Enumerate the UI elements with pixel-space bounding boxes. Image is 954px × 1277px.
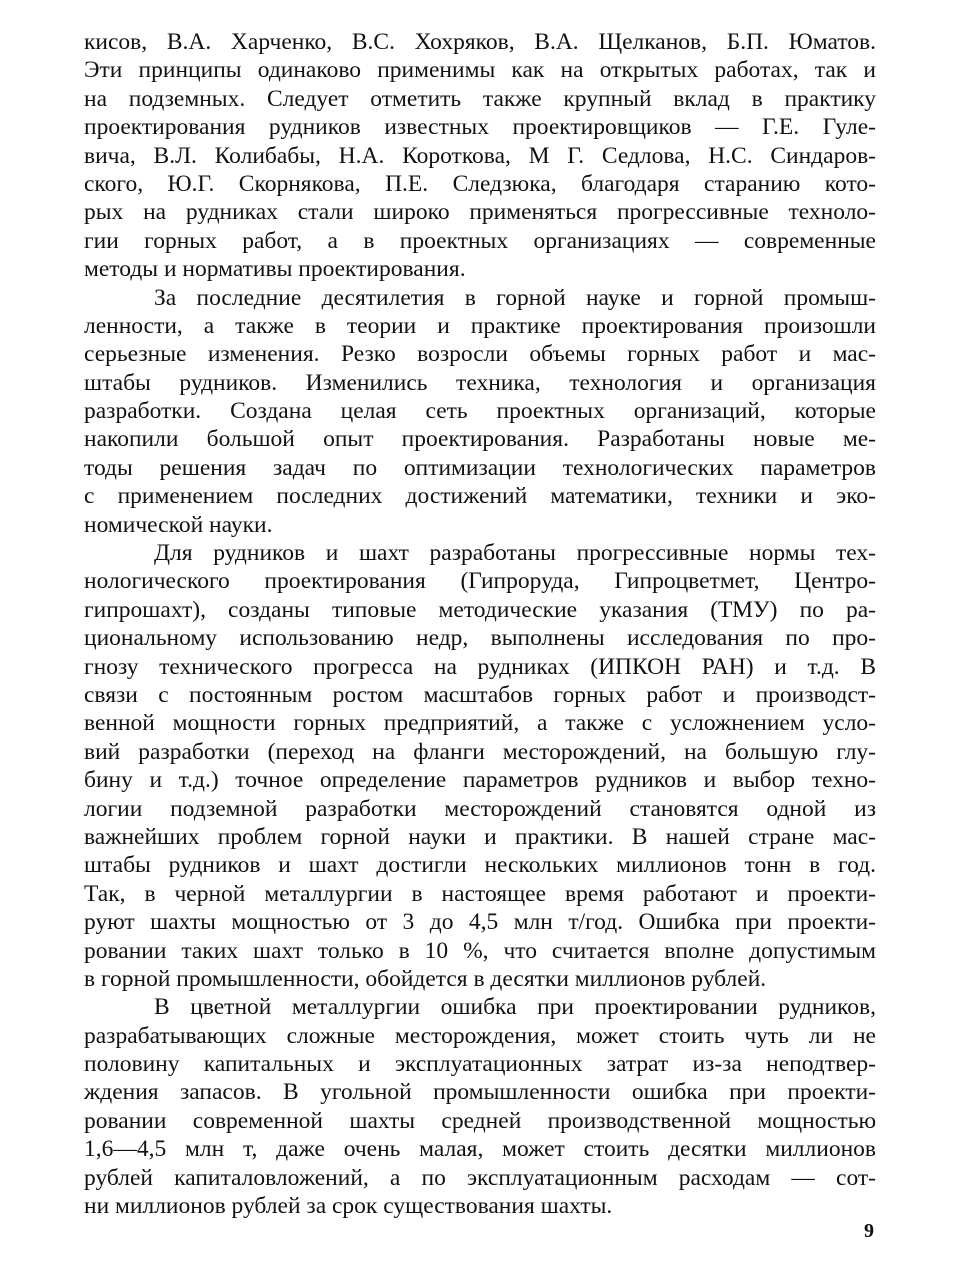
page-number: 9: [864, 1220, 874, 1242]
text-line: номической науки.: [84, 511, 273, 538]
text-line: с применением последних достижений математики, техники и эко-: [84, 483, 876, 510]
text-line: гипрошахт), созданы типовые методические указания (ТМУ) по ра-: [84, 596, 876, 623]
text-line: За последние десятилетия в горной науке и горной промыш-: [154, 284, 876, 311]
text-line: накопили большой опыт проектирования. Разработаны новые ме-: [84, 426, 876, 453]
text-line: циональному использованию недр, выполнены исследования по про-: [84, 625, 876, 652]
text-line: гнозу технического прогресса на рудниках (ИПКОН РАН) и т.д. В: [84, 653, 876, 680]
text-line: кисов, В.А. Харченко, В.С. Хохряков, В.А. Щелканов, Б.П. Юматов.: [84, 29, 876, 55]
text-line: ского, Ю.Г. Скорнякова, П.Е. Следзюка, благодаря старанию кото-: [84, 170, 876, 197]
text-line: в горной промышленности, обойдется в десятки миллионов рублей.: [84, 965, 767, 992]
text-line: вича, В.Л. Колибабы, Н.А. Короткова, М Г. Седлова, Н.С. Синдаров-: [84, 142, 876, 169]
text-line: методы и нормативы проектирования.: [84, 256, 466, 283]
paragraph: [84, 284, 876, 540]
text-line: гии горных работ, а в проектных организациях — современные: [84, 227, 876, 254]
text-line: рых на рудниках стали широко применяться прогрессивные техноло-: [84, 199, 876, 226]
text-line: ни миллионов рублей за срок существования шахты.: [84, 1193, 613, 1220]
text-line: руют шахты мощностью от 3 до 4,5 млн т/год. Ошибка при проекти-: [84, 909, 876, 936]
text-line: штабы рудников и шахт достигли нескольких миллионов тонн в год.: [84, 852, 876, 879]
text-line: связи с постоянным ростом масштабов горных работ и производст-: [84, 681, 876, 708]
text-line: Для рудников и шахт разработаны прогрессивные нормы тех-: [154, 540, 876, 567]
text-line: важнейших проблем горной науки и практики. В нашей стране мас-: [84, 823, 876, 850]
text-line: логии подземной разработки месторождений становятся одной из: [84, 795, 876, 822]
text-line: на подземных. Следует отметить также крупный вклад в практику: [84, 85, 876, 112]
text-line: ждения запасов. В угольной промышленности ошибка при проекти-: [84, 1079, 876, 1106]
text-line: тоды решения задач по оптимизации технологических параметров: [84, 454, 876, 481]
paragraph: [84, 28, 876, 284]
text-line: В цветной металлургии ошибка при проектировании рудников,: [154, 994, 876, 1021]
text-line: рублей капиталовложений, а по эксплуатационным расходам — сот-: [84, 1164, 876, 1191]
text-line: вий разработки (переход на фланги месторождений, на большую глу-: [84, 738, 876, 765]
text-line: бину и т.д.) точное определение параметров рудников и выбор техно-: [84, 767, 876, 794]
text-line: штабы рудников. Изменились техника, технология и организация: [84, 369, 876, 396]
text-line: ровании современной шахты средней производственной мощностью: [84, 1107, 876, 1134]
text-line: Так, в черной металлургии в настоящее время работают и проекти-: [84, 880, 876, 907]
paragraph: [84, 539, 876, 993]
text-line: нологического проектирования (Гипроруда, Гипроцветмет, Центро-: [84, 568, 876, 595]
text-line: разработки. Создана целая сеть проектных организаций, которые: [84, 398, 876, 425]
text-line: ровании таких шахт только в 10 %, что считается вполне допустимым: [84, 937, 876, 964]
text-line: половину капитальных и эксплуатационных затрат из-за неподтвер-: [84, 1051, 876, 1078]
text-line: 1,6—4,5 млн т, даже очень малая, может стоить десятки миллионов: [84, 1136, 876, 1163]
text-line: разрабатывающих сложные месторождения, может стоить чуть ли не: [84, 1022, 876, 1049]
text-line: серьезные изменения. Резко возросли объемы горных работ и мас-: [84, 341, 876, 368]
text-line: ленности, а также в теории и практике проектирования произошли: [84, 312, 876, 339]
page-body: [84, 28, 876, 1220]
paragraph: [84, 993, 876, 1220]
text-line: Эти принципы одинаково применимы как на открытых работах, так и: [84, 57, 876, 84]
text-line: венной мощности горных предприятий, а также с усложнением усло-: [84, 710, 876, 737]
text-line: проектирования рудников известных проектировщиков — Г.Е. Гуле-: [84, 114, 876, 141]
